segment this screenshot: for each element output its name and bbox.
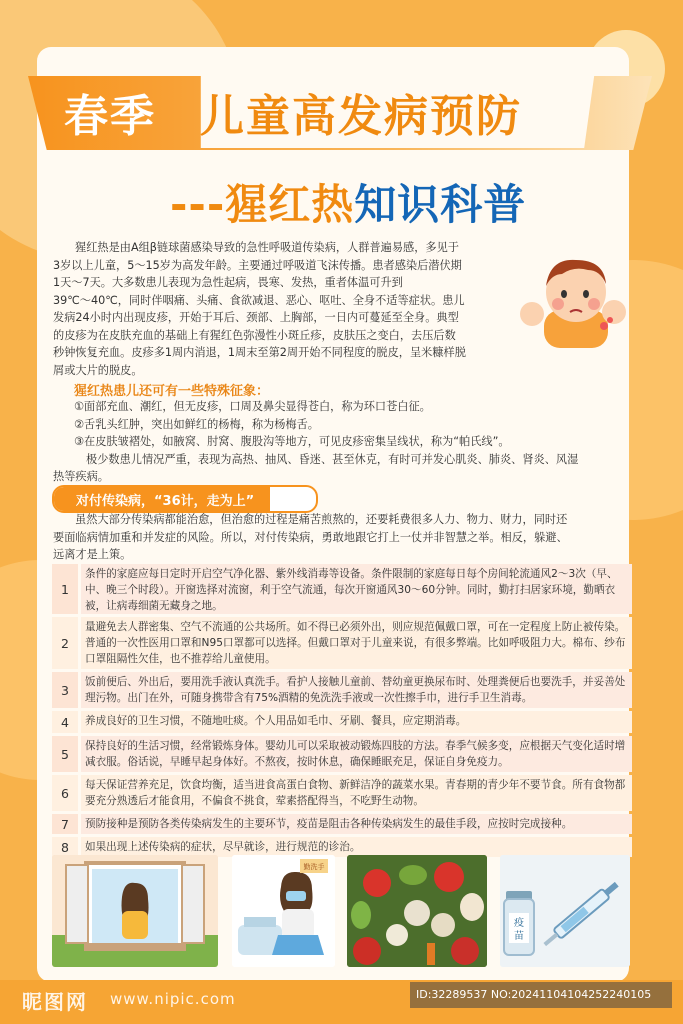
subtitle <box>170 172 526 232</box>
vaccine-label-top: 疫 <box>514 918 524 929</box>
intro-line: 的皮疹为在皮肤充血的基础上有猩红色弥漫性小斑丘疹，皮肤压之变白，去压后数 <box>53 328 456 342</box>
tip-text: 预防接种是预防各类传染病发生的主要环节，疫苗是阻击各种传染病发生的最佳手段，应按时完成接种。 <box>81 814 632 834</box>
table-row <box>52 617 632 669</box>
signs-list <box>53 398 634 486</box>
strategy-line: 要面临病情加重和并发症的风险。所以，对付传染病，勇敢地跟它打上一仗并非智慧之举。相反，躲避、 <box>53 530 568 544</box>
strategy-paragraph <box>53 511 633 564</box>
intro-line: 1天～7天。大多数患儿表现为急性起病，畏寒、发热，重者体温可升到 <box>53 276 403 290</box>
tip-text: 保持良好的生活习惯，经常锻炼身体。婴幼儿可以采取被动锻炼四肢的方法。春季气候多变，应根据天气变化适时增减衣服。俗话说，早睡早起身体好。不熬夜，按时休息，确保睡眠充足，保证自身免疫力。 <box>81 736 632 772</box>
image-id: ID:32289537 NO:20241104104252240105 <box>416 988 652 1001</box>
table-row <box>52 814 632 834</box>
table-row <box>52 564 632 614</box>
tip-number: 2 <box>52 617 78 669</box>
handwashing-illustration <box>232 855 335 967</box>
table-row <box>52 672 632 708</box>
signs-item: ①面部充血、潮红，但无皮疹，口周及鼻尖显得苍白，称为环口苍白征。 <box>74 400 431 413</box>
intro-line: 3岁以上儿童，5～15岁为高发年龄。主要通过呼吸道飞沫传播。患者感染后潜伏期 <box>53 258 462 272</box>
tip-number: 1 <box>52 564 78 614</box>
subtitle-disease: ---猩红热 <box>170 180 355 229</box>
table-row <box>52 775 632 811</box>
window-ventilation-illustration <box>52 855 218 967</box>
watermark-url: www.nipic.com <box>110 990 236 1008</box>
tip-text: 量避免去人群密集、空气不流通的公共场所。如不得已必须外出，则应规范佩戴口罩，可在一定程度上防止被传染。普通的一次性医用口罩和N95口罩都可以选择。但戴口罩对于儿童来说，有很多弊端。比如呼吸阻力大。棉布、纱布口罩阻隔性欠佳，也不推荐给儿童使用。 <box>81 617 632 669</box>
subtitle-science: 知识科普 <box>354 180 527 229</box>
strategy-line: 远离才是上策。 <box>53 548 132 562</box>
tip-number: 8 <box>52 837 78 857</box>
table-row <box>52 711 632 733</box>
vaccine-illustration <box>500 855 630 967</box>
strategy-heading-tag <box>52 485 318 513</box>
tip-number: 6 <box>52 775 78 811</box>
vaccine-label-bottom: 苗 <box>514 931 524 942</box>
tip-number: 3 <box>52 672 78 708</box>
signs-item: ②舌乳头红肿，突出如鲜红的杨梅，称为杨梅舌。 <box>74 417 319 431</box>
intro-line: 39℃～40℃，同时伴咽痛、头痛、食欲减退、恶心、呕吐、全身不适等症状。患儿 <box>53 293 465 307</box>
signs-note: 热等疾病。 <box>53 470 109 484</box>
table-row <box>52 736 632 772</box>
tip-number: 5 <box>52 736 78 772</box>
tip-text: 如果出现上述传染病的症状，尽早就诊，进行规范的诊治。 <box>81 837 632 857</box>
table-row <box>52 837 632 857</box>
intro-line: 猩红热是由A组β链球菌感染导致的急性呼吸道传染病，人群普遍易感，多见于 <box>75 241 459 254</box>
title-main: 儿童高发病预防 <box>200 91 522 142</box>
signs-heading: 猩红热患儿还可有一些特殊征象： <box>74 384 270 399</box>
tip-text: 条件的家庭应每日定时开启空气净化器、紫外线消毒等设备。条件限制的家庭每日每个房间轮流通风2～3次（早、中、晚三个时段）。开窗选择对流窗，利于空气流通，每次开窗通风30～60分钟。同时，勤打扫居家环境，勤晒衣被，让病毒细菌无藏身之地。 <box>81 564 632 614</box>
strategy-heading: 对付传染病，“36计，走为上” <box>76 494 255 509</box>
signs-item: ③在皮肤皱褶处，如腋窝、肘窝、腹股沟等地方，可见皮疹密集呈线状，称为“帕氏线”。 <box>74 435 510 449</box>
tip-number: 4 <box>52 711 78 733</box>
tip-text: 每天保证营养充足，饮食均衡，适当进食高蛋白食物、新鲜洁净的蔬菜水果。青春期的青少年不要节食。所有食物都要充分熟透后才能食用，不偏食不挑食，荤素搭配得当，不吃野生动物。 <box>81 775 632 811</box>
tip-text: 饭前便后、外出后，要用洗手液认真洗手。看护人接触儿童前、替幼童更换尿布时、处理粪便后也要洗手，并妥善处理污物。出门在外，可随身携带含有75%酒精的免洗洗手液或一次性擦手巾，进行手卫生消毒。 <box>81 672 632 708</box>
watermark-logo: 昵图网 <box>22 990 88 1014</box>
tip-number: 7 <box>52 814 78 834</box>
tips-table <box>52 564 632 860</box>
intro-line: 发病24小时内出现皮疹，开始于耳后、颈部、上胸部，一日内可蔓延至全身。典型 <box>53 311 459 324</box>
sick-child-illustration <box>514 244 632 348</box>
title-season: 春季 <box>64 91 156 142</box>
signs-note: 极少数患儿情况严重，表现为高热、抽风、昏迷、甚至休克，有时可并发心肌炎、肺炎、肾炎、风湿 <box>86 452 579 466</box>
strategy-line: 虽然大部分传染病都能治愈，但治愈的过程是痛苦煎熬的，还要耗费很多人力、物力、财力，同时还 <box>75 513 568 526</box>
handwash-sign: 勤洗手 <box>303 863 325 871</box>
intro-paragraph <box>53 239 527 309</box>
intro-line: 屑或大片的脱皮。 <box>53 363 143 377</box>
intro-line: 秒钟恢复充血。皮疹多1周内消退，1周末至第2周开始不同程度的脱皮，呈米糠样脱 <box>53 346 466 360</box>
tip-text: 养成良好的卫生习惯，不随地吐痰。个人用品如毛巾、牙刷、餐具，应定期消毒。 <box>81 711 632 733</box>
vegetables-photo <box>347 855 487 967</box>
